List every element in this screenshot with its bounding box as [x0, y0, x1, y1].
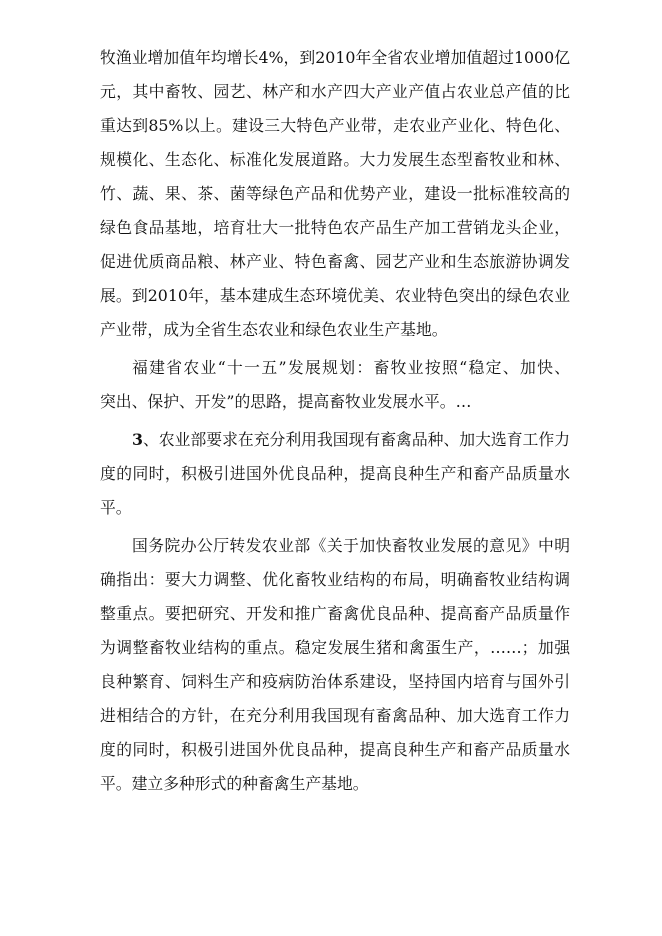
text-line: 牧渔业增加值年均增长4%，到2010年全省农业增加值超过1000亿 [100, 48, 570, 67]
text-line: 国务院办公厅转发农业部《关于加快畜牧业发展的意见》中明 [132, 536, 570, 555]
text-line: 竹、蔬、果、茶、菌等绿色产品和优势产业，建设一批标准较高的 [100, 184, 570, 203]
text-line: 度的同时，积极引进国外优良品种，提高良种生产和畜产品质量水 [100, 464, 570, 483]
text-line: 度的同时，积极引进国外优良品种，提高良种生产和畜产品质量水 [100, 740, 570, 759]
text-line: 平。建立多种形式的种畜禽生产基地。 [100, 774, 369, 793]
text-line: 促进优质商品粮、林产业、特色畜禽、园艺产业和生态旅游协调发 [100, 252, 570, 271]
text-line: 绿色食品基地，培育壮大一批特色农产品生产加工营销龙头企业， [100, 218, 570, 237]
text-line: 重达到85%以上。建设三大特色产业带，走农业产业化、特色化、 [100, 116, 570, 135]
text-line: 平。 [100, 498, 132, 517]
text-line: 进相结合的方针，在充分利用我国现有畜禽品种、加大选育工作力 [100, 706, 570, 725]
text-line: 元，其中畜牧、园艺、林产和水产四大产业产值占农业总产值的比 [100, 82, 570, 101]
text-line: 展。到2010年，基本建成生态环境优美、农业特色突出的绿色农业 [100, 286, 570, 305]
text-line: 为调整畜牧业结构的重点。稳定发展生猪和禽蛋生产，……；加强 [100, 638, 570, 657]
numbered-item-line [132, 428, 570, 452]
item-number: 3 [132, 430, 143, 449]
text-line: 良种繁育、饲料生产和疫病防治体系建设，坚持国内培育与国外引 [100, 672, 570, 691]
text-line: 福建省农业“十一五”发展规划：畜牧业按照“稳定、加快、 [132, 358, 570, 377]
text-line: 规模化、生态化、标准化发展道路。大力发展生态型畜牧业和林、 [100, 150, 570, 169]
text-line: 确指出：要大力调整、优化畜牧业结构的布局，明确畜牧业结构调 [100, 570, 570, 589]
text-line: 整重点。要把研究、开发和推广畜禽优良品种、提高畜产品质量作 [100, 604, 570, 623]
text-line: 产业带，成为全省生态农业和绿色农业生产基地。 [100, 320, 448, 339]
item-text: 、农业部要求在充分利用我国现有畜禽品种、加大选育工作力 [143, 430, 570, 449]
text-line: 突出、保护、开发”的思路，提高畜牧业发展水平。… [100, 392, 472, 411]
